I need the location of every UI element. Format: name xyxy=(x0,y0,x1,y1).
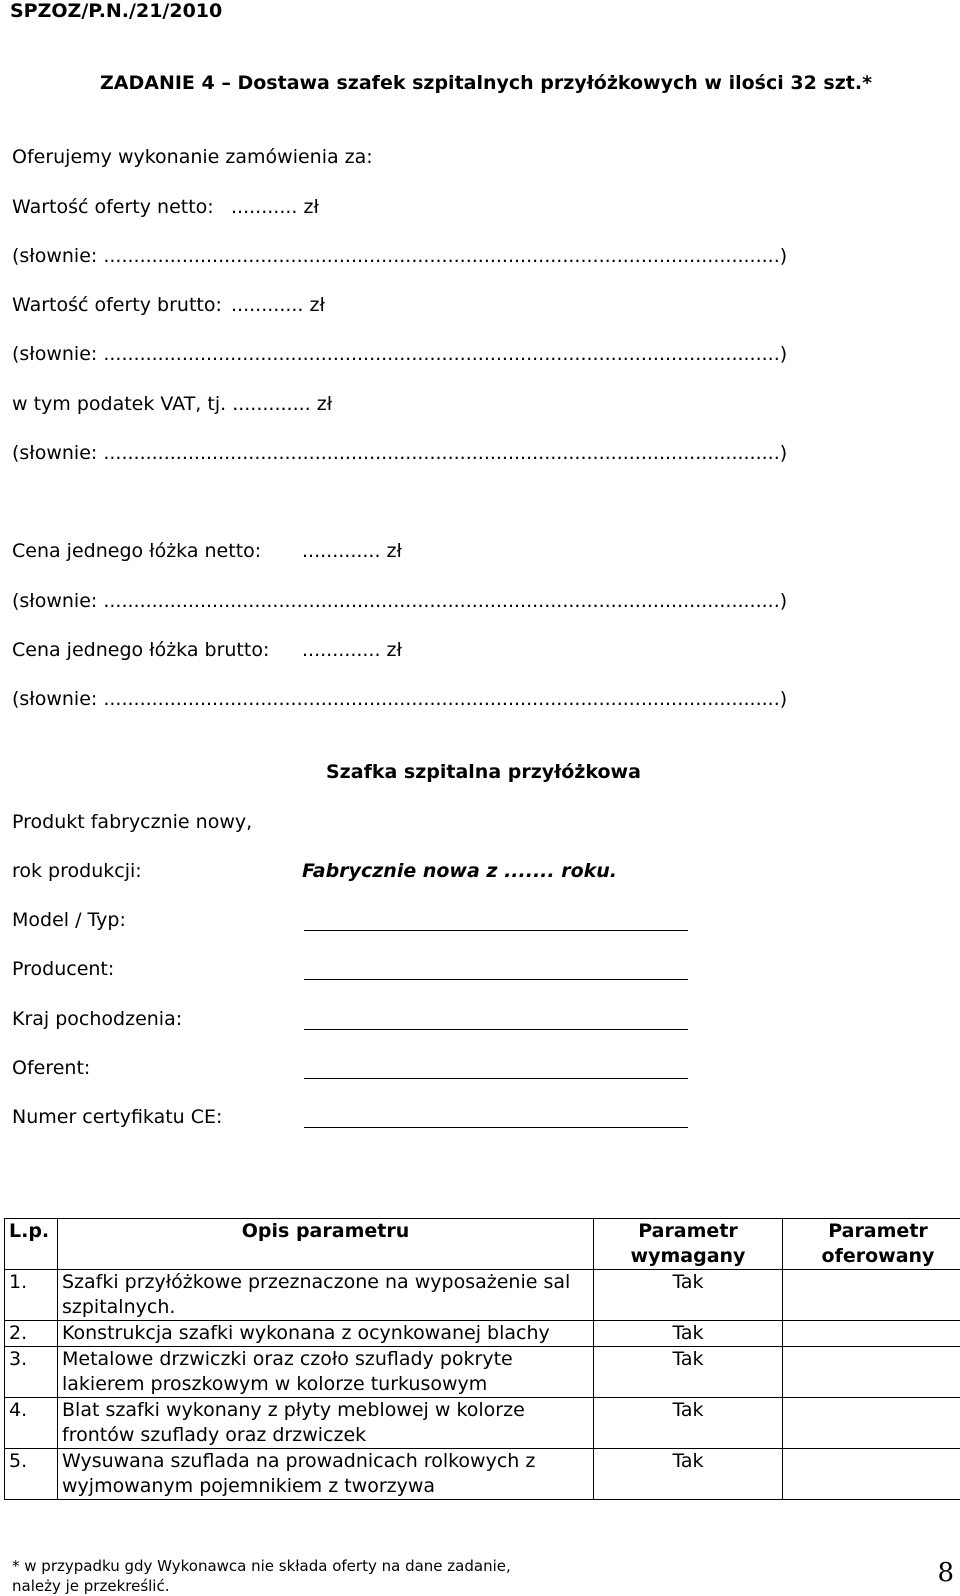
row-oferowany-cell[interactable] xyxy=(783,1449,960,1500)
bed-brutto-label: Cena jednego łóżka brutto: xyxy=(12,639,269,661)
netto-value: ........... zł xyxy=(231,196,319,218)
row-oferowany-cell[interactable] xyxy=(783,1270,960,1321)
slownie-line: (słownie: ................................................................................................................) xyxy=(12,343,787,365)
page-number: 8 xyxy=(937,1558,954,1588)
country-label: Kraj pochodzenia: xyxy=(12,1008,182,1030)
row-lp: 1. xyxy=(5,1270,58,1321)
bed-netto-value: ............. zł xyxy=(302,540,402,562)
model-input-line[interactable] xyxy=(304,930,688,931)
bed-netto-label: Cena jednego łóżka netto: xyxy=(12,540,261,562)
table-row xyxy=(5,1347,960,1398)
slownie-line: (słownie: ................................................................................................................) xyxy=(12,442,787,464)
column-header-opis: Opis parametru xyxy=(58,1219,594,1270)
row-opis: Szafki przyłóżkowe przeznaczone na wyposażenie sal szpitalnych. xyxy=(58,1270,594,1321)
offer-intro: Oferujemy wykonanie zamówienia za: xyxy=(12,146,373,168)
column-header-oferowany: Parametr oferowany xyxy=(783,1219,960,1270)
document-reference: SPZOZ/P.N./21/2010 xyxy=(10,0,222,22)
row-lp: 2. xyxy=(5,1321,58,1347)
row-oferowany-cell[interactable] xyxy=(783,1321,960,1347)
row-lp: 5. xyxy=(5,1449,58,1500)
table-header-row xyxy=(5,1219,960,1270)
bidder-label: Oferent: xyxy=(12,1057,90,1079)
product-new-label: Produkt fabrycznie nowy, xyxy=(12,811,252,833)
row-opis: Metalowe drzwiczki oraz czoło szuflady pokryte lakierem proszkowym w kolorze turkusowym xyxy=(58,1347,594,1398)
footnote: * w przypadku gdy Wykonawca nie składa oferty na dane zadanie, należy je przekreślić. xyxy=(12,1556,512,1596)
netto-label: Wartość oferty netto: xyxy=(12,196,214,218)
producer-input-line[interactable] xyxy=(304,979,688,980)
row-oferowany-cell[interactable] xyxy=(783,1398,960,1449)
task-title: ZADANIE 4 – Dostawa szafek szpitalnych przyłóżkowych w ilości 32 szt.* xyxy=(100,72,872,94)
vat-label: w tym podatek VAT, tj. ............. zł xyxy=(12,393,332,415)
row-lp: 3. xyxy=(5,1347,58,1398)
table-row xyxy=(5,1321,960,1347)
slownie-line: (słownie: ................................................................................................................) xyxy=(12,590,787,612)
row-lp: 4. xyxy=(5,1398,58,1449)
row-wymagany: Tak xyxy=(594,1321,783,1347)
product-heading: Szafka szpitalna przyłóżkowa xyxy=(326,761,641,783)
model-label: Model / Typ: xyxy=(12,909,126,931)
slownie-line: (słownie: ................................................................................................................) xyxy=(12,245,787,267)
producer-label: Producent: xyxy=(12,958,114,980)
production-year-value: Fabrycznie nowa z ....... roku. xyxy=(302,860,617,882)
table-row xyxy=(5,1398,960,1449)
slownie-line: (słownie: ................................................................................................................) xyxy=(12,688,787,710)
row-wymagany: Tak xyxy=(594,1347,783,1398)
ce-input-line[interactable] xyxy=(304,1127,688,1128)
row-wymagany: Tak xyxy=(594,1449,783,1500)
row-opis: Konstrukcja szafki wykonana z ocynkowanej blachy xyxy=(58,1321,594,1347)
bidder-input-line[interactable] xyxy=(304,1078,688,1079)
row-wymagany: Tak xyxy=(594,1270,783,1321)
column-header-wymagany: Parametr wymagany xyxy=(594,1219,783,1270)
column-header-lp: L.p. xyxy=(5,1219,58,1270)
brutto-label: Wartość oferty brutto: xyxy=(12,294,222,316)
row-oferowany-cell[interactable] xyxy=(783,1347,960,1398)
table-row xyxy=(5,1270,960,1321)
row-opis: Wysuwana szuflada na prowadnicach rolkowych z wyjmowanym pojemnikiem z tworzywa xyxy=(58,1449,594,1500)
ce-label: Numer certyfikatu CE: xyxy=(12,1106,222,1128)
row-opis: Blat szafki wykonany z płyty meblowej w kolorze frontów szuflady oraz drzwiczek xyxy=(58,1398,594,1449)
bed-brutto-value: ............. zł xyxy=(302,639,402,661)
table-row xyxy=(5,1449,960,1500)
country-input-line[interactable] xyxy=(304,1029,688,1030)
production-year-label: rok produkcji: xyxy=(12,860,142,882)
row-wymagany: Tak xyxy=(594,1398,783,1449)
brutto-value: ............ zł xyxy=(231,294,325,316)
parameters-table xyxy=(4,1218,960,1500)
